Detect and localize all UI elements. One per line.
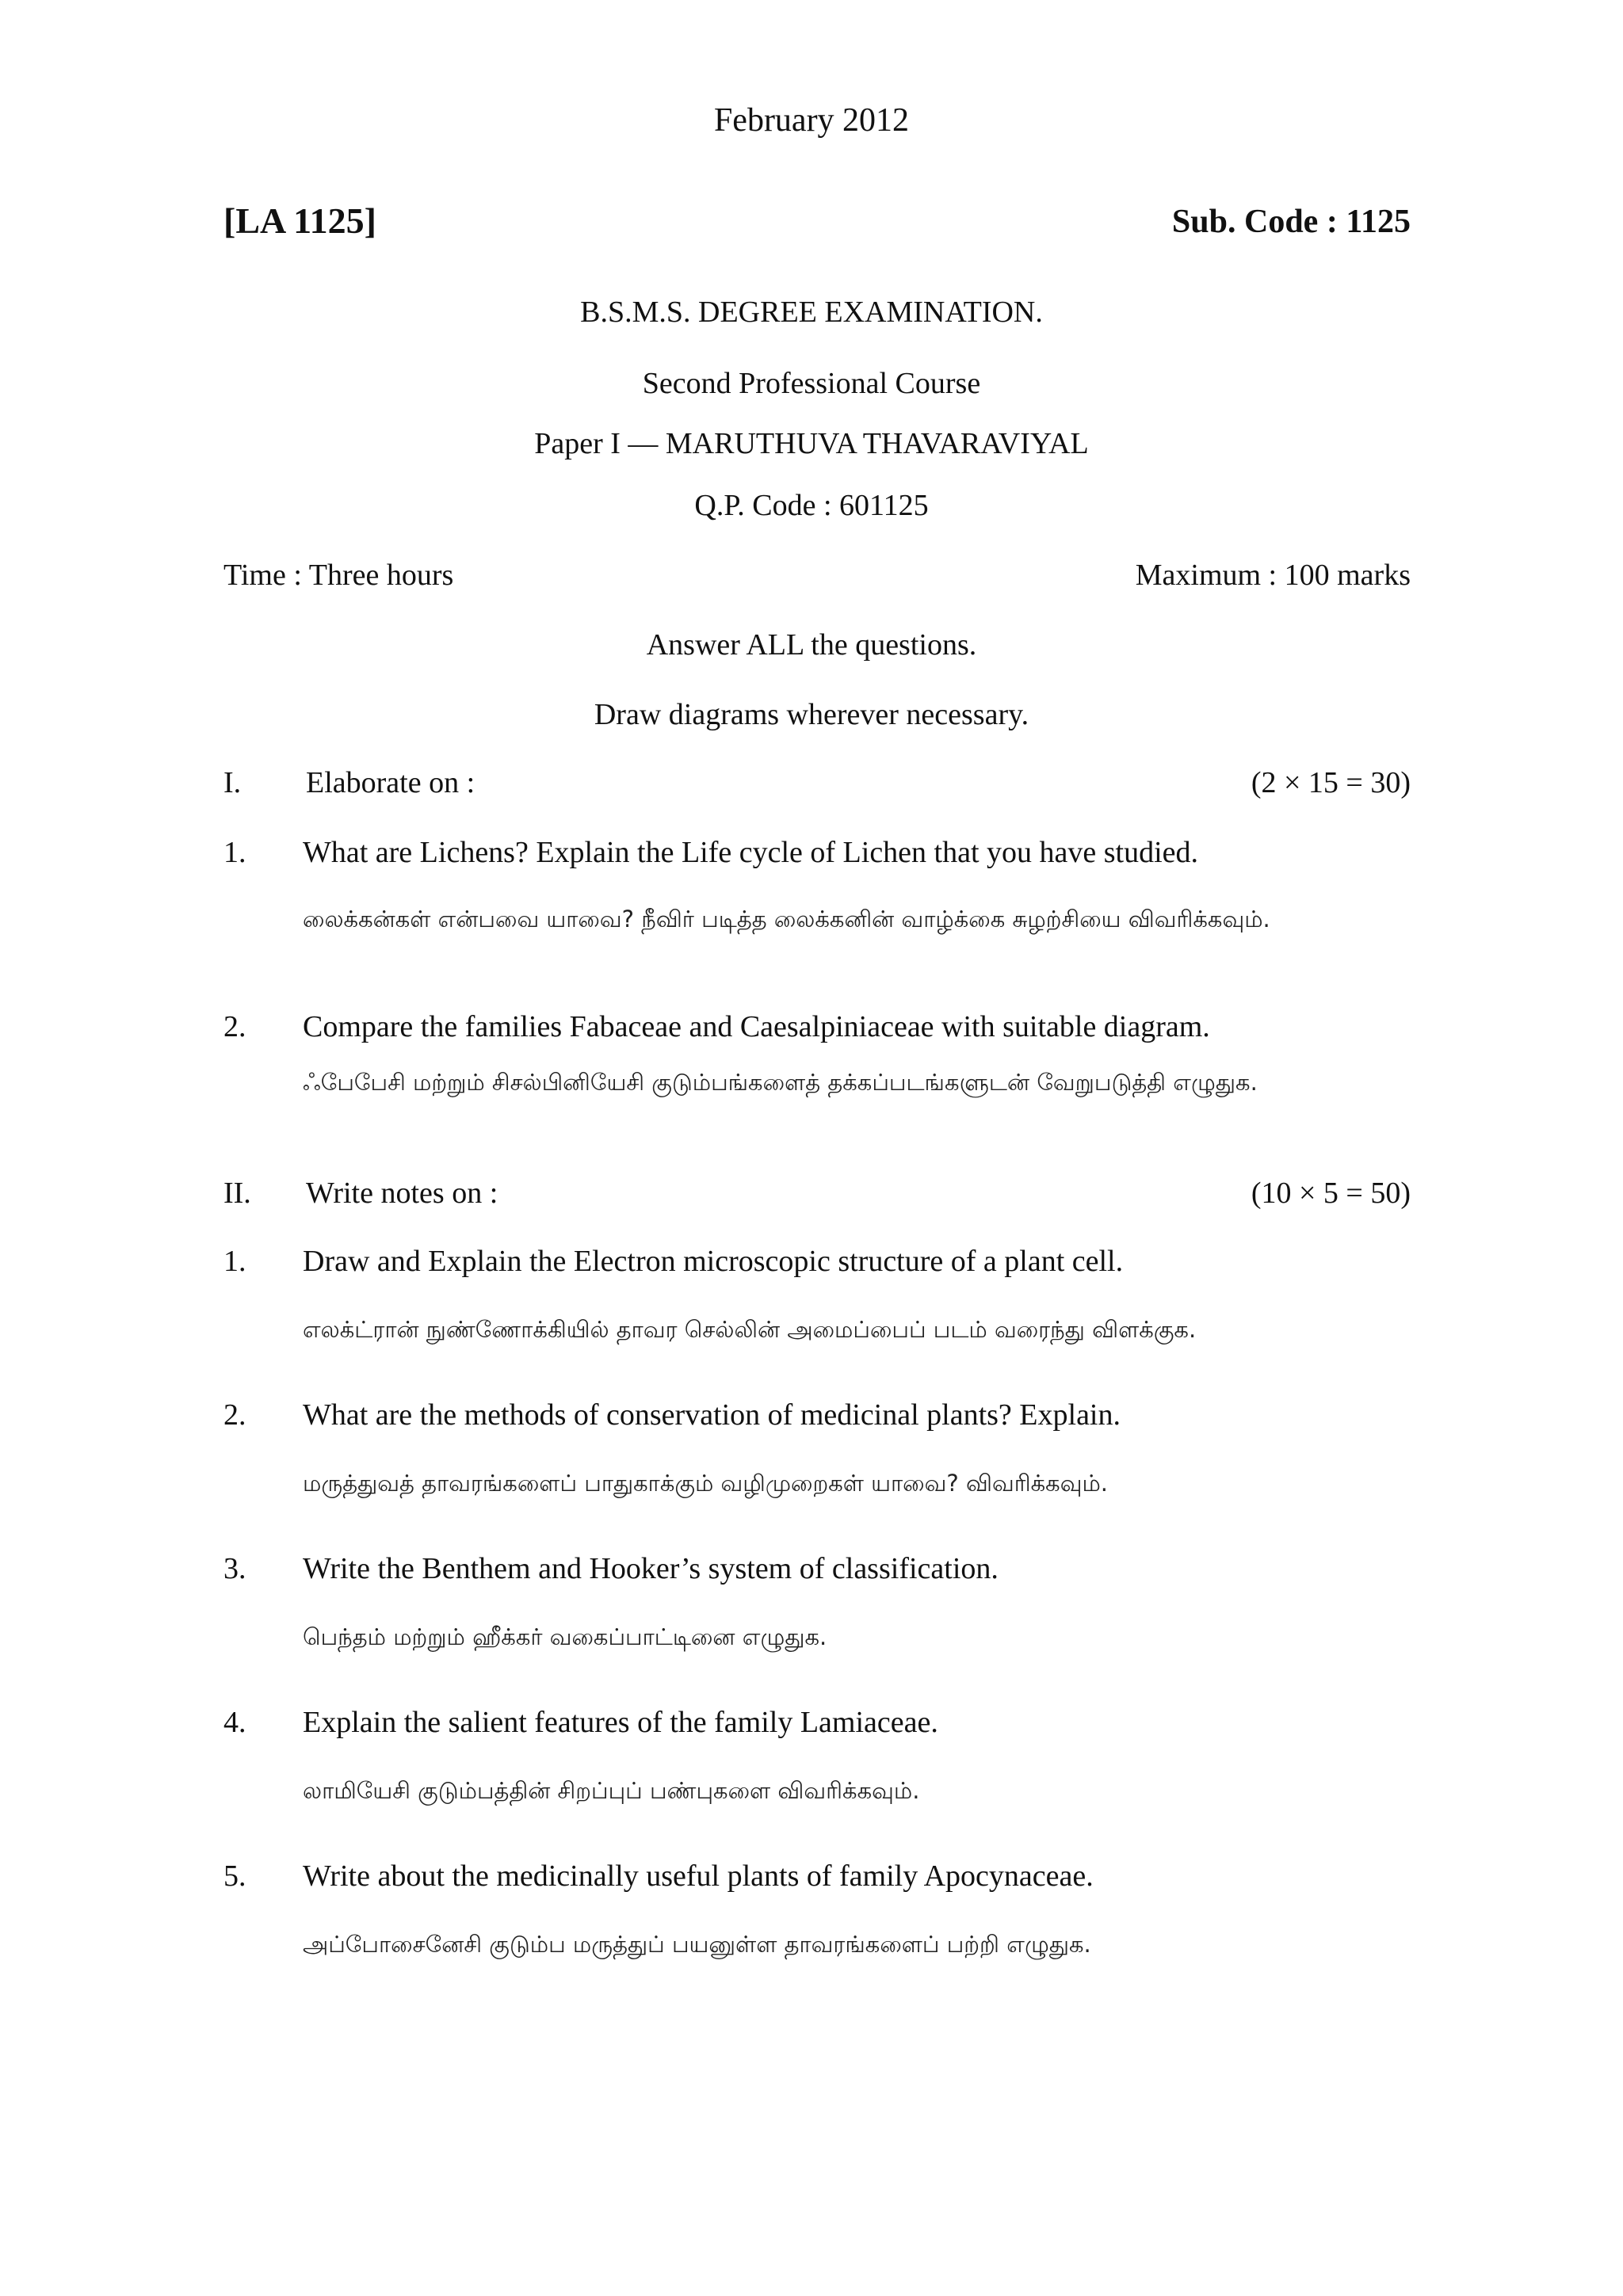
exam-title: B.S.M.S. DEGREE EXAMINATION. [580, 296, 1043, 329]
question-english: Write about the medicinally useful plants of family Apocynaceae. [303, 1859, 1094, 1893]
question-number: 4. [223, 1706, 246, 1739]
question-number: 2. [223, 1398, 246, 1432]
question-english: Draw and Explain the Electron microscopic structure of a plant cell. [303, 1245, 1124, 1278]
question-english: Compare the families Fabaceae and Caesalpiniaceae with suitable diagram. [303, 1010, 1210, 1043]
question-english: Write the Benthem and Hooker’s system of classification. [303, 1552, 999, 1585]
la-code: [LA 1125] [223, 200, 376, 241]
section-1-marks: (2 × 15 = 30) [1251, 766, 1411, 799]
question-tamil: எலக்ட்ரான் நுண்ணோக்கியில் தாவர செல்லின் அமைப்பைப் படம் வரைந்து விளக்குக. [303, 1316, 1197, 1343]
course-title: Second Professional Course [642, 367, 981, 400]
question-number: 2. [223, 1010, 246, 1043]
exam-date: February 2012 [713, 102, 910, 139]
section-2-numeral: II. [223, 1177, 251, 1210]
section-2-marks: (10 × 5 = 50) [1251, 1177, 1411, 1210]
question-english: What are Lichens? Explain the Life cycle of Lichen that you have studied. [303, 836, 1199, 869]
instruction-answer-all: Answer ALL the questions. [646, 628, 977, 662]
section-2-title: Write notes on : [306, 1177, 498, 1210]
question-number: 1. [223, 1245, 246, 1278]
question-tamil: லாமியேசி குடும்பத்தின் சிறப்புப் பண்புகளை விவரிக்கவும். [303, 1777, 920, 1804]
sub-code: Sub. Code : 1125 [1171, 204, 1411, 240]
question-tamil: லைக்கன்கள் என்பவை யாவை? நீவிர் படித்த லைக்கனின் வாழ்க்கை சுழற்சியை விவரிக்கவும். [303, 906, 1270, 933]
section-1-title: Elaborate on : [306, 766, 475, 799]
qp-code: Q.P. Code : 601125 [694, 489, 929, 522]
exam-time: Time : Three hours [223, 559, 454, 592]
question-tamil: மருத்துவத் தாவரங்களைப் பாதுகாக்கும் வழிமுறைகள் யாவை? விவரிக்கவும். [303, 1470, 1109, 1497]
question-english: Explain the salient features of the family Lamiaceae. [303, 1706, 938, 1739]
instruction-diagrams: Draw diagrams wherever necessary. [594, 698, 1029, 731]
section-1-numeral: I. [223, 766, 242, 799]
question-tamil: அப்போசைனேசி குடும்ப மருத்துப் பயனுள்ள தாவரங்களைப் பற்றி எழுதுக. [303, 1931, 1091, 1958]
question-number: 3. [223, 1552, 246, 1585]
question-number: 5. [223, 1859, 246, 1893]
paper-title: Paper I — MARUTHUVA THAVARAVIYAL [534, 427, 1089, 460]
question-tamil: ஃபேபேசி மற்றும் சிசல்பினியேசி குடும்பங்களைத் தக்கப்படங்களுடன் வேறுபடுத்தி எழுதுக. [303, 1069, 1258, 1096]
question-tamil: பெந்தம் மற்றும் ஹீக்கர் வகைப்பாட்டினை எழுதுக. [303, 1623, 827, 1650]
max-marks: Maximum : 100 marks [1135, 559, 1411, 592]
question-number: 1. [223, 836, 246, 869]
question-english: What are the methods of conservation of medicinal plants? Explain. [303, 1398, 1121, 1432]
